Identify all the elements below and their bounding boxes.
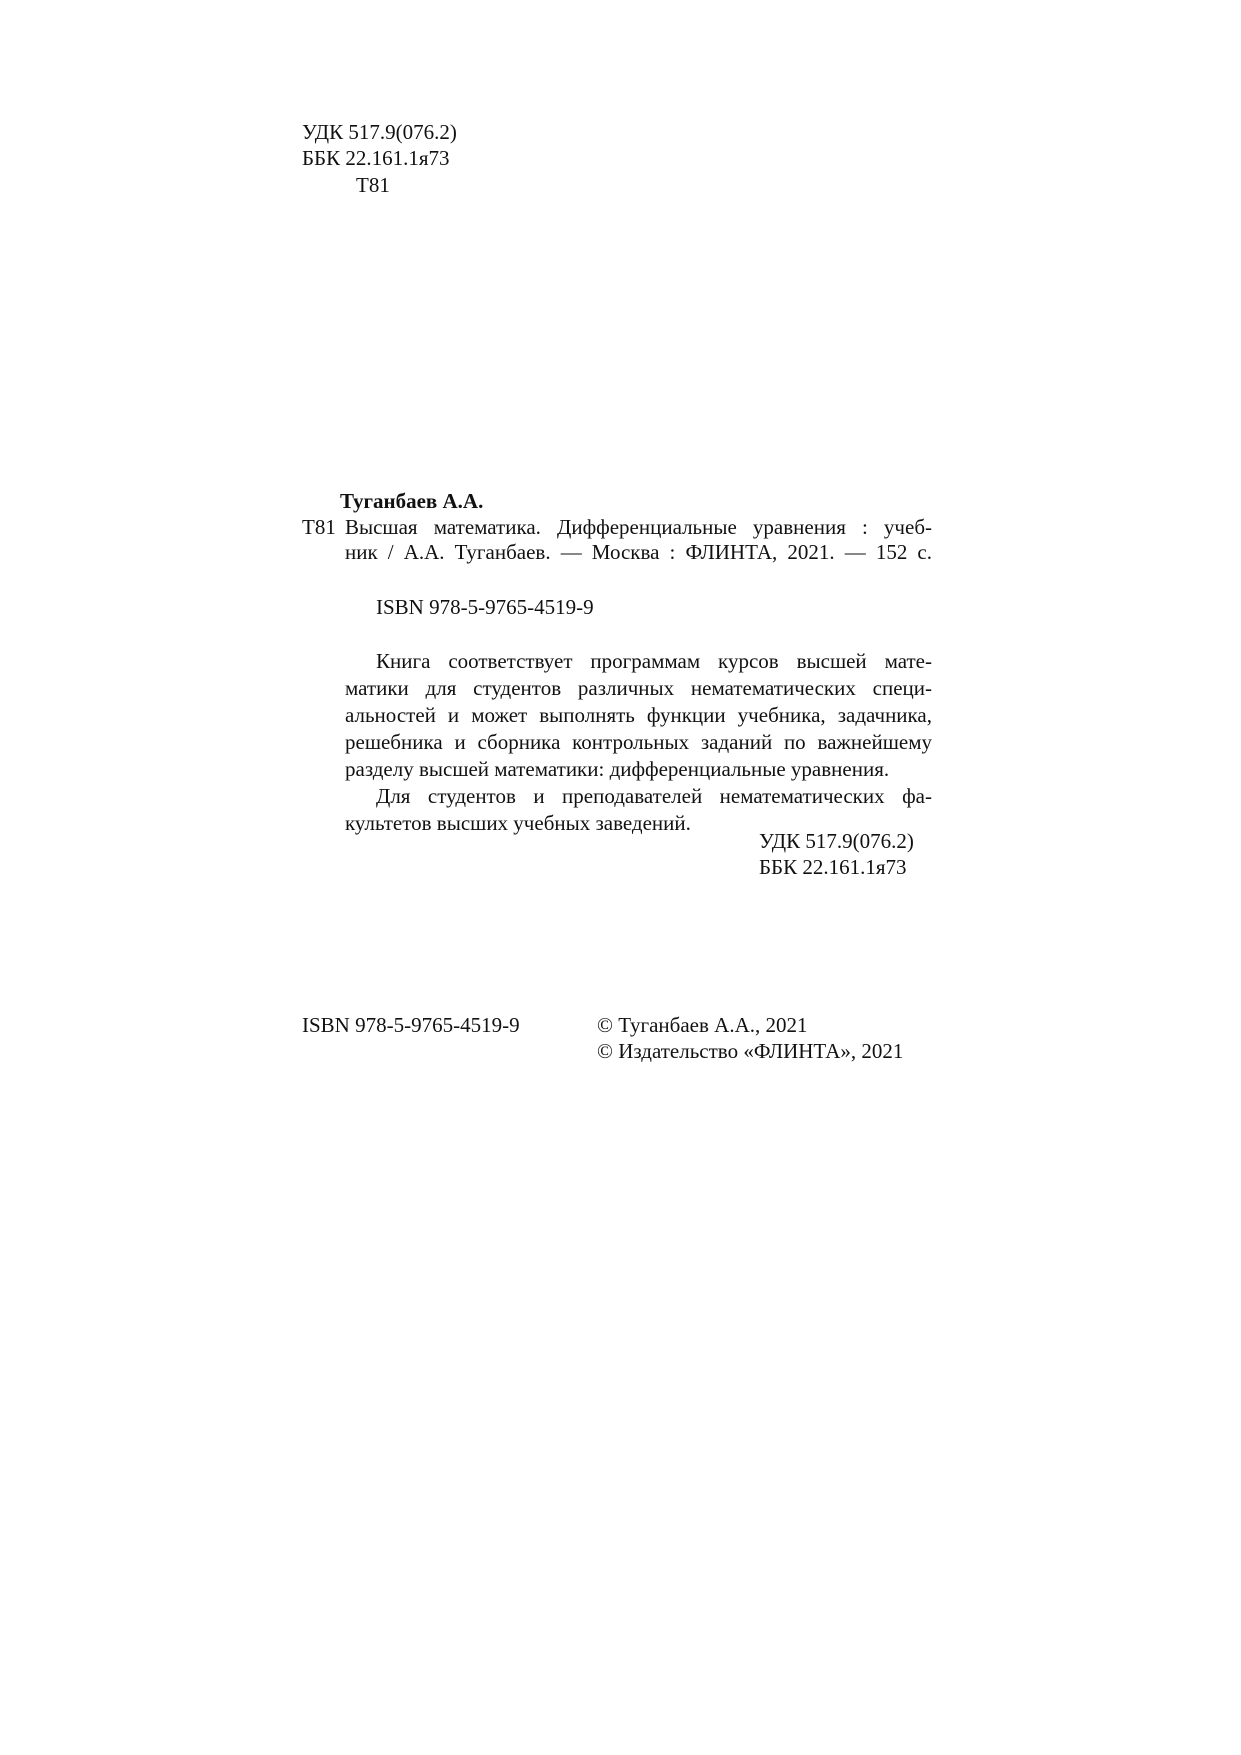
header-author-mark: Т81 — [356, 173, 390, 197]
header-udk: УДК 517.9(076.2) — [302, 120, 457, 144]
card-author: Туганбаев А.А. — [340, 489, 484, 513]
annotation-line: культетов высших учебных заведений. — [345, 811, 691, 835]
annotation-line: решебника и сборника контрольных заданий по важнейшему — [345, 730, 932, 754]
card-author-mark: Т81 — [302, 515, 336, 539]
annotation-line: разделу высшей математики: дифференциальные уравнения. — [345, 757, 890, 781]
card-title-line: ник / А.А. Туганбаев. — Москва : ФЛИНТА, 2021. — 152 с. — [345, 540, 932, 564]
copyright-author: © Туганбаев А.А., 2021 — [597, 1013, 808, 1037]
annotation-line: Для студентов и преподавателей нематематических фа- — [376, 784, 932, 808]
annotation-line: матики для студентов различных нематематических специ- — [345, 676, 932, 700]
card-bbk: ББК 22.161.1я73 — [759, 855, 907, 879]
card-annotation — [345, 648, 932, 837]
footer-isbn: ISBN 978-5-9765-4519-9 — [302, 1013, 520, 1037]
card-title-block — [345, 515, 932, 565]
card-udk: УДК 517.9(076.2) — [759, 829, 914, 853]
copyright-publisher: © Издательство «ФЛИНТА», 2021 — [597, 1039, 904, 1063]
annotation-line: Книга соответствует программам курсов высшей мате- — [376, 649, 932, 673]
annotation-line: альностей и может выполнять функции учебника, задачника, — [345, 703, 932, 727]
card-title-line: Высшая математика. Дифференциальные уравнения : учеб- — [345, 515, 932, 539]
header-bbk: ББК 22.161.1я73 — [302, 146, 450, 170]
card-isbn: ISBN 978-5-9765-4519-9 — [376, 595, 594, 619]
